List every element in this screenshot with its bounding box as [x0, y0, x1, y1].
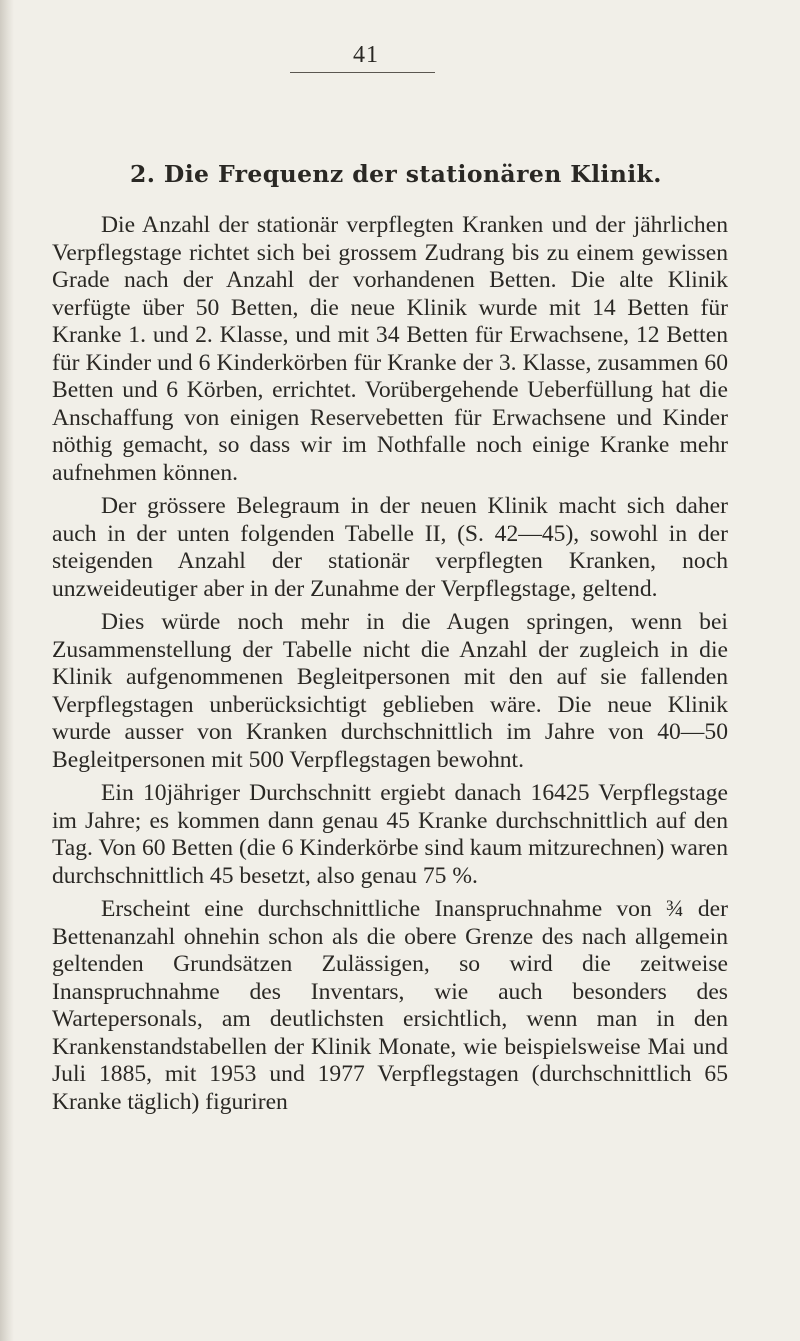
body-text [52, 212, 728, 1116]
paragraph-inanspruchnahme: Erscheint eine durchschnittliche Inanspruchnahme von ¾ der Bettenanzahl ohnehin schon als die obere Grenze des nach allgemein geltenden Grundsätzen Zulässigen, so wird die zeitweise Inanspruchnahme des Inventars, wie auch besonders des Wartepersonals, am deutlichsten ersichtlich, wenn man in den Krankenstandstabellen der Klinik Monate, wie beispielsweise Mai und Juli 1885, mit 1953 und 1977 Verpflegstagen (durchschnittlich 65 Kranke täglich) figuriren [52, 896, 728, 1115]
paragraph-begleitpersonen: Dies würde noch mehr in die Augen springen, wenn bei Zusammenstellung der Tabelle nicht die Anzahl der zugleich in die Klinik aufgenommenen Begleitpersonen mit den auf sie fallenden Verpflegstagen unberücksichtigt geblieben wäre. Die neue Klinik wurde ausser von Kranken durchschnittlich im Jahre von 40—50 Begleitpersonen mit 500 Verpflegstagen bewohnt. [52, 609, 728, 773]
paragraph-bed-count: Die Anzahl der stationär verpflegten Kranken und der jährlichen Verpflegstage richtet sich bei grossem Zudrang bis zu einem gewissen Grade nach der Anzahl der vorhandenen Betten. Die alte Klinik verfügte über 50 Betten, die neue Klinik wurde mit 14 Betten für Kranke 1. und 2. Klasse, und mit 34 Betten für Erwachsene, 12 Betten für Kinder und 6 Kinderkörben für Kranke der 3. Klasse, zusammen 60 Betten und 6 Körben, errichtet. Vorübergehende Ueberfüllung hat die Anschaffung von einigen Reservebetten für Erwachsene und Kinder nöthig gemacht, so dass wir im Nothfalle noch einige Kranke mehr aufnehmen können. [52, 212, 728, 486]
page-number: 41 [353, 42, 379, 68]
section-title: 2. Die Frequenz der stationären Klinik. [130, 160, 662, 188]
paragraph-belegraum: Der grössere Belegraum in der neuen Klinik macht sich daher auch in der unten folgenden Tabelle II, (S. 42—45), sowohl in der steigenden Anzahl der stationär verpflegten Kranken, noch unzweideutiger aber in der Zunahme der Verpflegstage, geltend. [52, 493, 728, 602]
scan-page-edge [0, 0, 14, 1341]
paragraph-durchschnitt: Ein 10jähriger Durchschnitt ergiebt danach 16425 Verpflegstage im Jahre; es kommen dann genau 45 Kranke durchschnittlich auf den Tag. Von 60 Betten (die 6 Kinderkörbe sind kaum mitzurechnen) waren durchschnittlich 45 besetzt, also genau 75 %. [52, 780, 728, 889]
page-number-rule [290, 72, 435, 73]
